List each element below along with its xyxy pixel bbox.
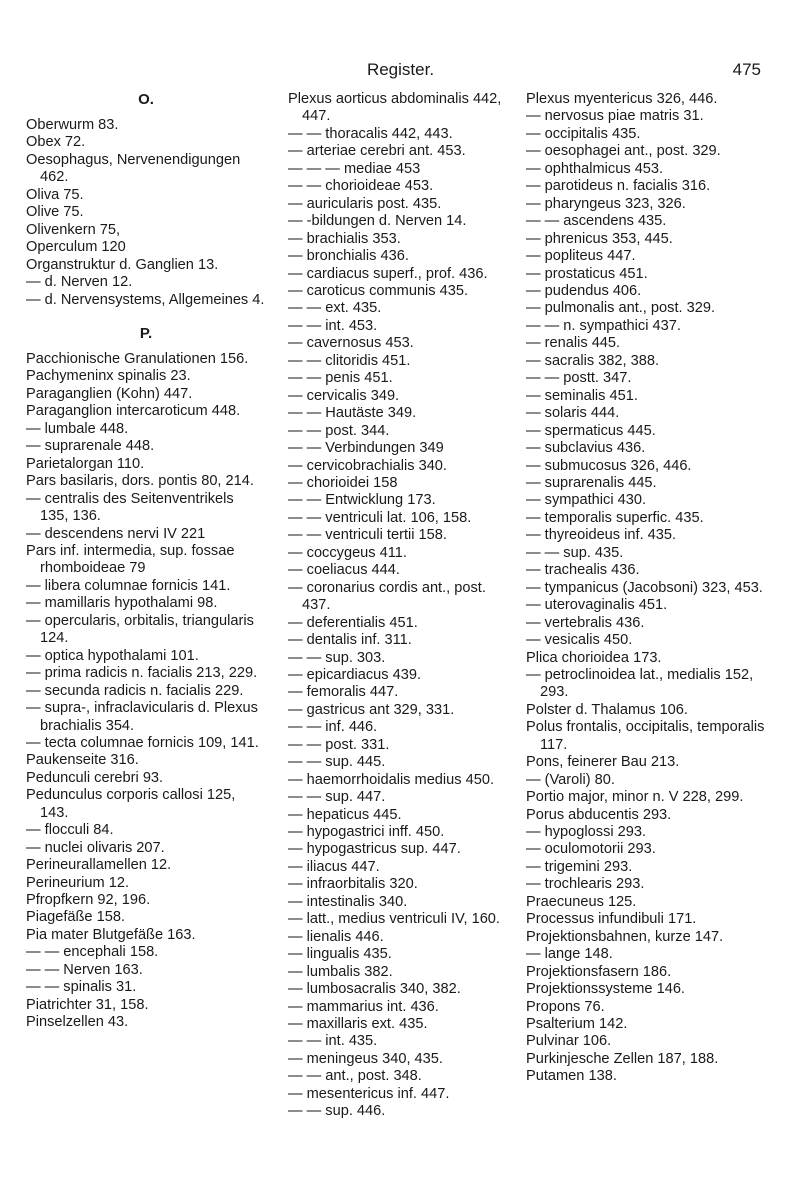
index-entry: — latt., medius ventriculi IV, 160. xyxy=(288,911,500,928)
running-title: Register. xyxy=(366,60,435,79)
index-entry: Projektionssysteme 146. xyxy=(526,981,685,998)
index-entry: Organstruktur d. Ganglien 13. xyxy=(26,256,219,273)
index-entry: Olivenkern 75, xyxy=(26,221,121,238)
index-entry: — — penis 451. xyxy=(288,370,393,387)
index-entry: — — int. 453. xyxy=(288,317,378,334)
index-entry: — -bildungen d. Nerven 14. xyxy=(288,213,467,230)
index-entry: — — post. 344. xyxy=(288,422,390,439)
index-entry: — brachialis 353. xyxy=(288,230,401,247)
index-entry: Pachymeninx spinalis 23. xyxy=(26,368,191,385)
index-entry: — pudendus 406. xyxy=(526,282,642,299)
index-entry: Oliva 75. xyxy=(26,186,84,203)
index-entry: Porus abducentis 293. xyxy=(526,806,672,823)
index-entry: Paraganglien (Kohn) 447. xyxy=(26,385,193,402)
index-entry: — — sup. 447. xyxy=(288,789,386,806)
index-entry: — intestinalis 340. xyxy=(288,893,408,910)
index-entry: — — Nerven 163. xyxy=(26,961,143,978)
index-entry: — subclavius 436. xyxy=(526,440,646,457)
index-entry: Piatrichter 31, 158. xyxy=(26,996,149,1013)
index-entry: — hypogastricus sup. 447. xyxy=(288,841,461,858)
index-entry: — haemorrhoidalis medius 450. xyxy=(288,771,495,788)
index-entry: — mamillaris hypothalami 98. xyxy=(26,595,218,612)
index-entry: — hepaticus 445. xyxy=(288,806,402,823)
index-entry: — phrenicus 353, 445. xyxy=(526,230,673,247)
index-entry: — spermaticus 445. xyxy=(526,422,656,439)
index-entry: — auricularis post. 435. xyxy=(288,195,442,212)
index-entry: — tecta columnae fornicis 109, 141. xyxy=(26,734,259,751)
index-entry: — — n. sympathici 437. xyxy=(526,317,681,334)
index-entry: — cervicalis 349. xyxy=(288,387,400,404)
index-entry: — hypoglossi 293. xyxy=(526,824,647,841)
index-entry: Operculum 120 xyxy=(26,239,126,256)
index-entry: — — chorioideae 453. xyxy=(288,178,434,195)
index-entry: — cervicobrachialis 340. xyxy=(288,457,447,474)
page-header xyxy=(0,58,801,84)
index-entry: — hypogastrici inff. 450. xyxy=(288,824,445,841)
index-entry: — nuclei olivaris 207. xyxy=(26,839,165,856)
index-entry: — — postt. 347. xyxy=(526,370,632,387)
index-entry: — lumbale 448. xyxy=(26,420,129,437)
index-entry: — coronarius cordis ant., post. 437. xyxy=(288,579,486,614)
index-entry: — occipitalis 435. xyxy=(526,125,641,142)
index-entry: — femoralis 447. xyxy=(288,684,399,701)
index-entry: — — int. 435. xyxy=(288,1033,378,1050)
index-entry: — — sup. 435. xyxy=(526,544,624,561)
index-entry: — arteriae cerebri ant. 453. xyxy=(288,143,466,160)
index-entry: — — spinalis 31. xyxy=(26,979,137,996)
index-entry: — (Varoli) 80. xyxy=(526,771,615,788)
index-entry: — dentalis inf. 311. xyxy=(288,632,412,649)
index-entry: Parietalorgan 110. xyxy=(26,455,145,472)
index-entry: — ophthalmicus 453. xyxy=(526,160,664,177)
index-entry: — seminalis 451. xyxy=(526,387,638,404)
index-entry: — maxillaris ext. 435. xyxy=(288,1016,428,1033)
index-entry: — chorioidei 158 xyxy=(288,474,398,491)
index-entry: Plica chorioidea 173. xyxy=(526,649,662,666)
index-entry: — supra-, infraclavicularis d. Plexus brachialis 354. xyxy=(26,700,258,734)
index-entry: Pacchionische Granulationen 156. xyxy=(26,350,249,367)
index-entry: Pons, feinerer Bau 213. xyxy=(526,754,680,771)
index-entry: — gastricus ant 329, 331. xyxy=(288,701,455,718)
index-entry: Purkinjesche Zellen 187, 188. xyxy=(526,1050,719,1067)
index-entry: Perineurallamellen 12. xyxy=(26,857,172,874)
index-entry: — lumbosacralis 340, 382. xyxy=(288,981,461,998)
index-entry: Plexus myentericus 326, 446. xyxy=(526,91,718,107)
index-entry: — submucosus 326, 446. xyxy=(526,457,692,474)
index-entry: — infraorbitalis 320. xyxy=(288,876,418,893)
index-entry: Paukenseite 316. xyxy=(26,752,139,769)
index-entry: — petroclinoidea lat., medialis 152, 293. xyxy=(526,666,754,701)
index-entry: — pharyngeus 323, 326. xyxy=(526,195,686,212)
index-entry: — sacralis 382, 388. xyxy=(526,352,660,369)
index-entry: Pfropfkern 92, 196. xyxy=(26,892,151,909)
section-spacer xyxy=(26,309,266,325)
index-entry: Propons 76. xyxy=(526,998,605,1015)
index-entry: — caroticus communis 435. xyxy=(288,282,469,299)
index-entry: — libera columnae fornicis 141. xyxy=(26,577,231,594)
index-entry: — — — mediae 453 xyxy=(288,160,421,177)
index-entry: — coccygeus 411. xyxy=(288,544,407,561)
index-entry: — prostaticus 451. xyxy=(526,265,648,282)
index-entry: Pars basilaris, dors. pontis 80, 214. xyxy=(26,473,254,490)
page-number: 475 xyxy=(732,60,761,79)
index-entry: Paraganglion intercaroticum 448. xyxy=(26,403,241,420)
index-column-3 xyxy=(526,91,776,1086)
index-entry: — — Hautäste 349. xyxy=(288,405,417,422)
index-entry: — cavernosus 453. xyxy=(288,335,414,352)
index-entry: — mesentericus inf. 447. xyxy=(288,1085,450,1102)
index-entry: — centralis des Seitenventrikels 135, 136. xyxy=(26,490,234,525)
index-entry: — opercularis, orbitalis, triangularis 124. xyxy=(26,612,254,647)
index-entry: — tympanicus (Jacobsoni) 323, 453. xyxy=(526,579,763,596)
index-entry: — lange 148. xyxy=(526,946,613,963)
index-entry: — solaris 444. xyxy=(526,405,620,422)
index-entry: — pulmonalis ant., post. 329. xyxy=(526,300,716,317)
index-entry: — d. Nervensystems, Allgemeines 4. xyxy=(26,291,265,308)
index-entry: — — ventriculi lat. 106, 158. xyxy=(288,509,472,526)
index-entry: — — sup. 446. xyxy=(288,1103,386,1120)
index-entry: — oculomotorii 293. xyxy=(526,841,656,858)
index-entry: — secunda radicis n. facialis 229. xyxy=(26,682,244,699)
index-entry: Pedunculus corporis callosi 125, 143. xyxy=(26,787,236,821)
index-entry: Pars inf. intermedia, sup. fossae rhomboideae 79 xyxy=(26,542,235,577)
index-entry: — mammarius int. 436. xyxy=(288,998,439,1015)
index-entry: — oesophagei ant., post. 329. xyxy=(526,143,721,160)
index-entry: — coeliacus 444. xyxy=(288,562,400,579)
index-entry: Plexus aorticus abdominalis 442, 447. xyxy=(288,91,502,125)
index-entry: — descendens nervi IV 221 xyxy=(26,525,206,542)
index-entry: Processus infundibuli 171. xyxy=(526,911,697,928)
index-entry: — popliteus 447. xyxy=(526,248,636,265)
index-entry: — thyreoideus inf. 435. xyxy=(526,527,677,544)
index-entry: Pedunculi cerebri 93. xyxy=(26,769,164,786)
index-entry: — iliacus 447. xyxy=(288,858,380,875)
index-entry: — — post. 331. xyxy=(288,736,390,753)
index-entry: — — clitoridis 451. xyxy=(288,352,411,369)
index-entry: Pia mater Blutgefäße 163. xyxy=(26,926,196,943)
index-entry: — — encephali 158. xyxy=(26,944,159,961)
index-entry: Piagefäße 158. xyxy=(26,909,125,926)
index-entry: — — Entwicklung 173. xyxy=(288,492,436,509)
index-entry: — deferentialis 451. xyxy=(288,614,418,631)
index-entry: — renalis 445. xyxy=(526,335,621,352)
index-entry: — — ext. 435. xyxy=(288,300,382,317)
index-entry: Perineurium 12. xyxy=(26,874,130,891)
index-entry: — uterovaginalis 451. xyxy=(526,597,668,614)
index-entry: — trachealis 436. xyxy=(526,562,640,579)
index-entry: Projektionsbahnen, kurze 147. xyxy=(526,928,724,945)
index-entry: Oesophagus, Nervenendigungen 462. xyxy=(26,151,241,186)
index-entry: — — inf. 446. xyxy=(288,719,378,736)
index-entry: — — ventriculi tertii 158. xyxy=(288,527,447,544)
index-entry: — vesicalis 450. xyxy=(526,632,633,649)
index-entry: Pulvinar 106. xyxy=(526,1033,612,1050)
index-entry: — suprarenalis 445. xyxy=(526,474,657,491)
section-letter-heading: P. xyxy=(139,324,153,342)
index-entry: Polus frontalis, occipitalis, temporalis 117. xyxy=(526,719,765,753)
index-entry: — — thoracalis 442, 443. xyxy=(288,125,453,142)
index-entry: Portio major, minor n. V 228, 299. xyxy=(526,789,744,806)
index-entry: — nervosus piae matris 31. xyxy=(526,108,704,125)
index-entry: Obex 72. xyxy=(26,134,86,151)
index-entry: Putamen 138. xyxy=(526,1068,617,1085)
index-entry: — suprarenale 448. xyxy=(26,438,155,455)
index-entry: — lienalis 446. xyxy=(288,928,384,945)
index-entry: Pinselzellen 43. xyxy=(26,1014,129,1031)
index-entry: Olive 75. xyxy=(26,204,84,221)
index-entry: Projektionsfasern 186. xyxy=(526,963,672,980)
index-entry: — vertebralis 436. xyxy=(526,614,645,631)
index-entry: — prima radicis n. facialis 213, 229. xyxy=(26,665,258,682)
index-entry: — lumbalis 382. xyxy=(288,963,393,980)
index-entry: Polster d. Thalamus 106. xyxy=(526,701,688,718)
index-entry: — d. Nerven 12. xyxy=(26,274,133,291)
index-column-1 xyxy=(26,91,266,1032)
index-entry: Praecuneus 125. xyxy=(526,893,637,910)
index-entry: — epicardiacus 439. xyxy=(288,666,422,683)
index-entry: — trigemini 293. xyxy=(526,858,633,875)
index-entry: — lingualis 435. xyxy=(288,946,392,963)
index-entry: Oberwurm 83. xyxy=(26,117,119,133)
index-entry: — parotideus n. facialis 316. xyxy=(526,178,711,195)
index-entry: — trochlearis 293. xyxy=(526,876,645,893)
index-entry: — temporalis superfic. 435. xyxy=(526,509,704,526)
index-entry: — — ant., post. 348. xyxy=(288,1068,422,1085)
index-entry: — meningeus 340, 435. xyxy=(288,1050,443,1067)
index-entry: — bronchialis 436. xyxy=(288,248,409,265)
index-column-2 xyxy=(288,91,510,1121)
index-entry: — — ascendens 435. xyxy=(526,213,667,230)
index-entry: — flocculi 84. xyxy=(26,822,114,839)
index-entry: — — Verbindungen 349 xyxy=(288,440,444,457)
index-entry: — — sup. 303. xyxy=(288,649,386,666)
section-letter-heading: O. xyxy=(138,91,154,108)
index-entry: — optica hypothalami 101. xyxy=(26,647,199,664)
index-entry: — sympathici 430. xyxy=(526,492,647,509)
index-entry: — cardiacus superf., prof. 436. xyxy=(288,265,488,282)
index-entry: — — sup. 445. xyxy=(288,754,386,771)
index-entry: Psalterium 142. xyxy=(526,1016,628,1033)
